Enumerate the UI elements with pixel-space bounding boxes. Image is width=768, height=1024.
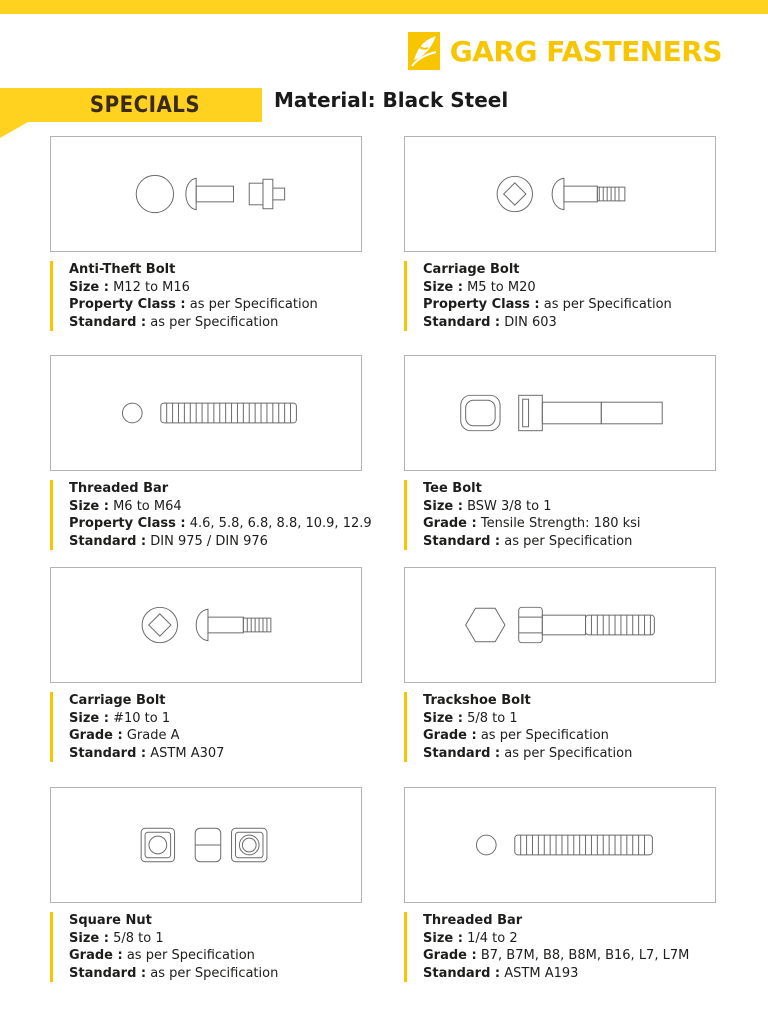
field-value: BSW 3/8 to 1 [467, 498, 552, 514]
square-nut-drawing [51, 788, 361, 902]
field-value: M12 to M16 [113, 279, 190, 295]
field-value: Grade A [126, 728, 180, 743]
field-label: Standard : [423, 314, 501, 330]
top-accent-bar [0, 0, 768, 14]
field-label: Grade : [423, 948, 477, 963]
field-label: Standard : [69, 533, 147, 549]
corner-accent-shape [0, 88, 28, 138]
product-info-carriage-bolt-2 [50, 692, 409, 762]
field-value: 1/4 to 2 [467, 930, 518, 946]
field-label: Standard : [423, 533, 501, 549]
product-info-threaded-bar [50, 480, 409, 550]
field-value: as per Specification [504, 745, 633, 761]
field-value: as per Specification [543, 297, 672, 312]
field-value: ASTM A193 [504, 965, 579, 981]
product-title: Anti-Theft Bolt [69, 262, 176, 277]
field-label: Size : [69, 498, 109, 514]
field-label: Size : [423, 930, 463, 946]
field-label: Size : [423, 279, 463, 295]
product-image-carriage-bolt [404, 136, 716, 252]
field-value: 4.6, 5.8, 6.8, 8.8, 10.9, 12.9 [189, 516, 372, 531]
field-label: Size : [69, 930, 109, 946]
field-value: DIN 975 / DIN 976 [150, 533, 268, 549]
field-value: M6 to M64 [113, 498, 182, 514]
product-image-tee-bolt [404, 355, 716, 471]
field-label: Grade : [69, 948, 123, 963]
field-label: Standard : [69, 745, 147, 761]
field-label: Grade : [423, 728, 477, 743]
product-title: Threaded Bar [69, 481, 169, 496]
field-value: #10 to 1 [113, 710, 171, 726]
field-value: B7, B7M, B8, B8M, B16, L7, L7M [480, 948, 690, 963]
field-value: as per Specification [150, 314, 279, 330]
product-info-anti-theft-bolt [50, 261, 409, 331]
field-label: Property Class : [69, 516, 186, 531]
product-info-square-nut [50, 912, 409, 982]
field-label: Size : [69, 279, 109, 295]
threaded-bar-drawing [51, 356, 361, 470]
product-info-threaded-bar-2 [404, 912, 763, 982]
material-heading: Material: Black Steel [274, 88, 509, 112]
product-info-carriage-bolt [404, 261, 763, 331]
carriage-bolt-drawing [51, 568, 361, 682]
product-image-carriage-bolt-2 [50, 567, 362, 683]
field-label: Size : [69, 710, 109, 726]
product-title: Trackshoe Bolt [423, 693, 531, 708]
field-value: ASTM A307 [150, 745, 225, 761]
product-title: Threaded Bar [423, 913, 523, 928]
field-label: Standard : [423, 965, 501, 981]
field-label: Standard : [69, 314, 147, 330]
field-value: DIN 603 [504, 314, 557, 330]
section-title: SPECIALS [89, 92, 201, 118]
threaded-bar-drawing [405, 788, 715, 902]
field-value: as per Specification [480, 728, 609, 743]
product-image-trackshoe-bolt [404, 567, 716, 683]
field-label: Property Class : [69, 297, 186, 312]
field-value: as per Specification [504, 533, 633, 549]
product-info-trackshoe-bolt [404, 692, 763, 762]
product-image-threaded-bar [50, 355, 362, 471]
field-label: Grade : [423, 516, 477, 531]
brand-name: GARG FASTENERS [449, 34, 722, 68]
field-label: Size : [423, 498, 463, 514]
anti-theft-bolt-drawing [51, 137, 361, 251]
carriage-bolt-drawing [405, 137, 715, 251]
garg-leaf-logo-icon [406, 30, 442, 72]
field-label: Standard : [69, 965, 147, 981]
product-title: Carriage Bolt [69, 693, 166, 708]
field-value: 5/8 to 1 [467, 710, 518, 726]
field-value: as per Specification [189, 297, 318, 312]
field-label: Size : [423, 710, 463, 726]
product-title: Square Nut [69, 913, 152, 928]
trackshoe-bolt-drawing [405, 568, 715, 682]
field-value: M5 to M20 [467, 279, 536, 295]
field-value: Tensile Strength: 180 ksi [480, 516, 641, 531]
field-label: Standard : [423, 745, 501, 761]
tee-bolt-drawing [405, 356, 715, 470]
product-image-anti-theft-bolt [50, 136, 362, 252]
field-label: Grade : [69, 728, 123, 743]
field-value: as per Specification [126, 948, 255, 963]
product-image-threaded-bar-2 [404, 787, 716, 903]
field-label: Property Class : [423, 297, 540, 312]
product-title: Tee Bolt [423, 481, 482, 496]
product-title: Carriage Bolt [423, 262, 520, 277]
field-value: as per Specification [150, 965, 279, 981]
section-banner [28, 88, 262, 122]
product-info-tee-bolt [404, 480, 763, 550]
brand-header [406, 30, 722, 72]
product-image-square-nut [50, 787, 362, 903]
field-value: 5/8 to 1 [113, 930, 164, 946]
